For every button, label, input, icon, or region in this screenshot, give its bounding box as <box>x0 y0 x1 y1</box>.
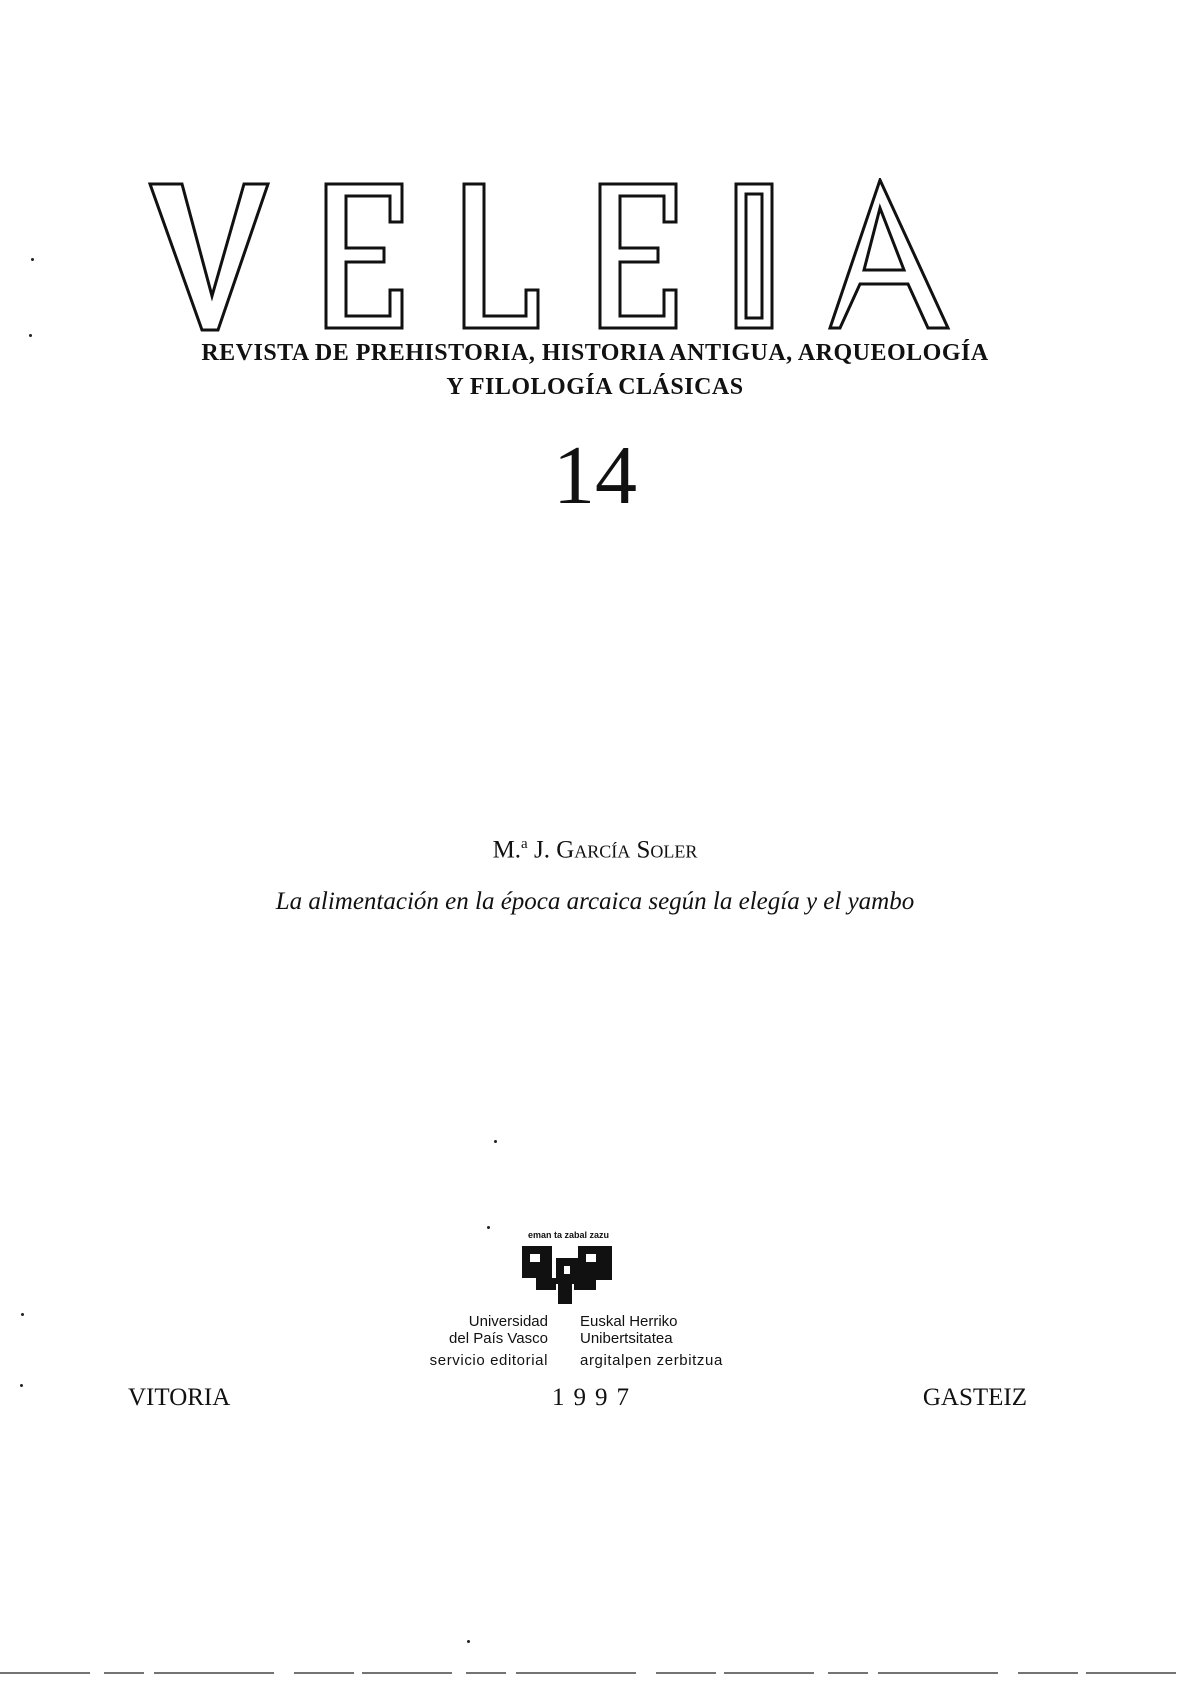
article-title: La alimentación en la época arcaica según la elegía y el yambo <box>275 888 915 915</box>
letter-i <box>736 184 772 328</box>
publisher-service-es: servicio editorial <box>429 1352 548 1369</box>
scan-speck <box>29 334 32 337</box>
article-author <box>0 836 1190 864</box>
author-prefix: M. <box>492 836 522 864</box>
scan-speck <box>467 1640 470 1643</box>
imprint-city-eu: GASTEIZ <box>922 1384 1027 1411</box>
publisher-service-eu: argitalpen zerbitzua <box>580 1352 723 1369</box>
journal-masthead <box>140 178 1040 338</box>
publisher-motto: eman ta zabal zazu <box>528 1230 610 1240</box>
author-initial: J. <box>533 836 550 864</box>
masthead-outline-letters <box>140 178 1040 338</box>
letter-v <box>150 184 268 330</box>
publisher-name-eu <box>580 1313 780 1347</box>
publisher-name-es-line-1: Universidad <box>468 1313 548 1330</box>
journal-subtitle-line-2: Y FILOLOGÍA CLÁSICAS <box>446 374 744 400</box>
publisher-name-eu-line-1: Euskal Herriko <box>580 1313 678 1330</box>
scan-speck <box>494 1140 497 1143</box>
letter-e-2 <box>600 184 676 328</box>
scan-speck <box>20 1384 23 1387</box>
author-surname: García Soler <box>556 836 698 864</box>
imprint-year: 1997 <box>552 1384 638 1411</box>
publisher-name-es <box>380 1313 548 1347</box>
upv-ehu-emblem-icon <box>520 1244 620 1311</box>
imprint-city-es: VITORIA <box>128 1384 231 1411</box>
issue-number: 14 <box>553 429 637 522</box>
letter-e-1 <box>326 184 402 328</box>
letter-a <box>830 180 948 328</box>
journal-subtitle-line-1: REVISTA DE PREHISTORIA, HISTORIA ANTIGUA, ARQUEOLOGÍA <box>201 340 989 366</box>
publisher-name-eu-line-2: Unibertsitatea <box>580 1330 673 1347</box>
footer-scan-rule <box>0 1672 1190 1674</box>
scan-speck <box>487 1226 490 1229</box>
scan-speck <box>21 1313 24 1316</box>
letter-l <box>464 184 538 328</box>
publisher-name-es-line-2: del País Vasco <box>449 1330 548 1347</box>
author-prefix-sup: a <box>521 836 528 852</box>
scan-speck <box>31 258 34 261</box>
